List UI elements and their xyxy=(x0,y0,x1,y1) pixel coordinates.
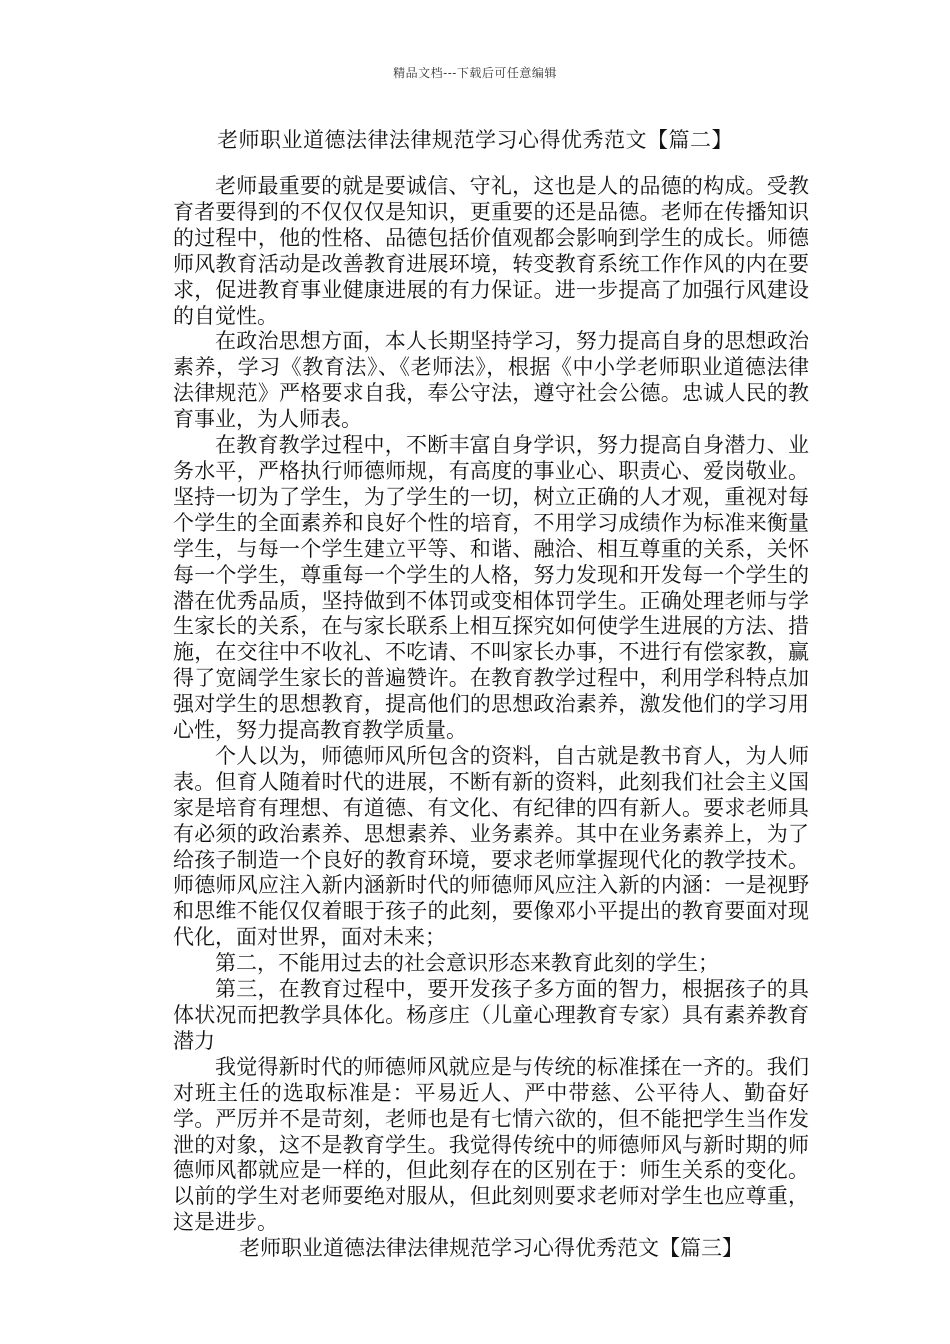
section-title-part2: 老师职业道德法律法律规范学习心得优秀范文【篇二】 xyxy=(217,128,733,152)
paragraph: 我觉得新时代的师德师风就应是与传统的标准揉在一齐的。我们对班主任的选取标准是：平易近人、严中带慈、公平待人、勤奋好学。严厉并不是苛刻，老师也是有七情六欲的，但不能把学生当作发泄的对象，这不是教育学生。我觉得传统中的师德师风与新时期的师德师风都就应是一样的，但此刻存在的区别在于：师生关系的变化。以前的学生对老师要绝对服从，但此刻则要求老师对学生也应尊重，这是进步。 xyxy=(173,1054,809,1235)
paragraph: 在教育教学过程中，不断丰富自身学识，努力提高自身潜力、业务水平，严格执行师德师规，有高度的事业心、职责心、爱岗敬业。坚持一切为了学生，为了学生的一切，树立正确的人才观，重视对每个学生的全面素养和良好个性的培育，不用学习成绩作为标准来衡量学生，与每一个学生建立平等、和谐、融洽、相互尊重的关系，关怀每一个学生，尊重每一个学生的人格，努力发现和开发每一个学生的潜在优秀品质，坚持做到不体罚或变相体罚学生。正确处理老师与学生家长的关系，在与家长联系上相互探究如何使学生进展的方法、措施，在交往中不收礼、不吃请、不叫家长办事，不进行有偿家教，赢得了宽阔学生家长的普遍赞许。在教育教学过程中，利用学科特点加强对学生的思想教育，提高他们的思想政治素养，激发他们的学习用心性，努力提高教育教学质量。 xyxy=(173,433,809,743)
paragraph: 第三，在教育过程中，要开发孩子多方面的智力，根据孩子的具体状况而把教学具体化。杨彦庄（儿童心理教育专家）具有素养教育潜力 xyxy=(173,977,809,1053)
paragraph: 在政治思想方面，本人长期坚持学习，努力提高自身的思想政治素养，学习《教育法》、《老师法》，根据《中小学老师职业道德法律法律规范》严格要求自我，奉公守法，遵守社会公德。忠诚人民的教育事业，为人师表。 xyxy=(173,329,809,432)
document-body xyxy=(173,174,809,1262)
section-title-part3: 老师职业道德法律法律规范学习心得优秀范文【篇三】 xyxy=(239,1236,743,1261)
paragraph: 个人以为，师德师风所包含的资料，自古就是教书育人，为人师表。但育人随着时代的进展，不断有新的资料，此刻我们社会主义国家是培育有理想、有道德、有文化、有纪律的四有新人。要求老师具有必须的政治素养、思想素养、业务素养。其中在业务素养上，为了给孩子制造一个良好的教育环境，要求老师掌握现代化的教学技术。师德师风应注入新内涵新时代的师德师风应注入新的内涵：一是视野和思维不能仅仅着眼于孩子的此刻，要像邓小平提出的教育要面对现代化，面对世界，面对未来； xyxy=(173,743,809,950)
paragraph: 第二，不能用过去的社会意识形态来教育此刻的学生； xyxy=(215,951,719,976)
paragraph: 老师最重要的就是要诚信、守礼，这也是人的品德的构成。受教育者要得到的不仅仅仅是知识，更重要的还是品德。老师在传播知识的过程中，他的性格、品德包括价值观都会影响到学生的成长。师德师风教育活动是改善教育进展环境，转变教育系统工作作风的内在要求，促进教育事业健康进展的有力保证。进一步提高了加强行风建设的自觉性。 xyxy=(173,174,809,328)
header-note: 精品文档---下载后可任意编辑 xyxy=(393,66,557,80)
